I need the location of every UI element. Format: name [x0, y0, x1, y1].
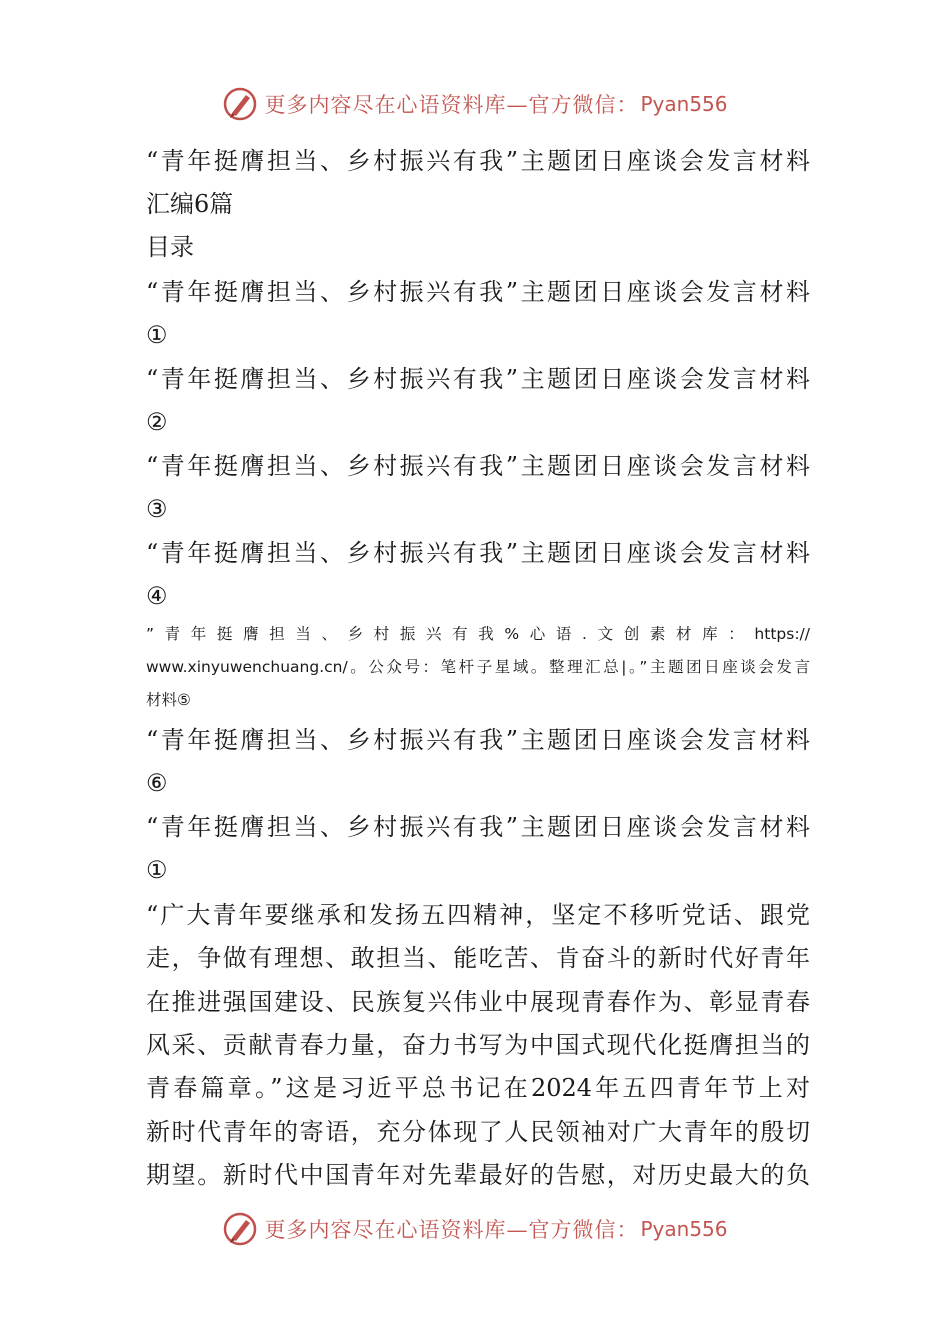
toc-item-2: “青年挺膺担当、乡村振兴有我”主题团日座谈会发言材料: [146, 365, 810, 393]
body-line: 风采、贡献青春力量，奋力书写为中国式现代化挺膺担当的: [146, 1031, 810, 1059]
banner-text: 更多内容尽在心语资料库—官方微信：: [264, 93, 639, 117]
doc-title-line2: 汇编6篇: [146, 190, 234, 218]
toc-mark-1: ①: [146, 321, 168, 349]
toc-heading: 目录: [146, 233, 194, 261]
toc-mark-4: ④: [146, 582, 168, 610]
footer-banner: [0, 1209, 950, 1249]
section1-title: “青年挺膺担当、乡村振兴有我”主题团日座谈会发言材料: [146, 813, 810, 841]
banner-text: 更多内容尽在心语资料库—官方微信：: [264, 1218, 639, 1242]
doc-title-line1: “青年挺膺担当、乡村振兴有我”主题团日座谈会发言材料: [146, 147, 810, 175]
toc-item-5-line3: 材料⑤: [146, 691, 191, 709]
pen-logo-icon: [222, 86, 258, 122]
toc-item-3: “青年挺膺担当、乡村振兴有我”主题团日座谈会发言材料: [146, 452, 810, 480]
body-line: “广大青年要继承和发扬五四精神，坚定不移听党话、跟党: [146, 901, 810, 929]
toc-item-5-line2: www.xinyuwenchuang.cn/。公众号：笔杆子星域。整理汇总|。”主题团日座谈会发言: [146, 658, 810, 676]
toc-item-4: “青年挺膺担当、乡村振兴有我”主题团日座谈会发言材料: [146, 539, 810, 567]
body-line: 在推进强国建设、民族复兴伟业中展现青春作为、彰显青春: [146, 988, 810, 1016]
banner-wechat-id: Pyan556: [640, 1217, 728, 1241]
toc-mark-3: ③: [146, 495, 168, 523]
section1-mark: ①: [146, 856, 168, 884]
body-line: 期望。新时代中国青年对先辈最好的告慰，对历史最大的负: [146, 1161, 810, 1189]
body-line: 走，争做有理想、敢担当、能吃苦、肯奋斗的新时代好青年: [146, 944, 810, 972]
body-line: 青春篇章。”这是习近平总书记在2024年五四青年节上对: [146, 1074, 810, 1102]
banner-wechat-id: Pyan556: [640, 92, 728, 116]
toc-item-6: “青年挺膺担当、乡村振兴有我”主题团日座谈会发言材料: [146, 726, 810, 754]
header-banner: [0, 84, 950, 124]
pen-logo-icon: [222, 1211, 258, 1247]
body-line: 新时代青年的寄语，充分体现了人民领袖对广大青年的殷切: [146, 1118, 810, 1146]
toc-item-5-line1: ”青年挺膺担当、乡村振兴有我%心语.文创素材库：https://: [146, 625, 810, 643]
toc-mark-2: ②: [146, 408, 168, 436]
toc-item-1: “青年挺膺担当、乡村振兴有我”主题团日座谈会发言材料: [146, 278, 810, 306]
toc-mark-6: ⑥: [146, 769, 168, 797]
